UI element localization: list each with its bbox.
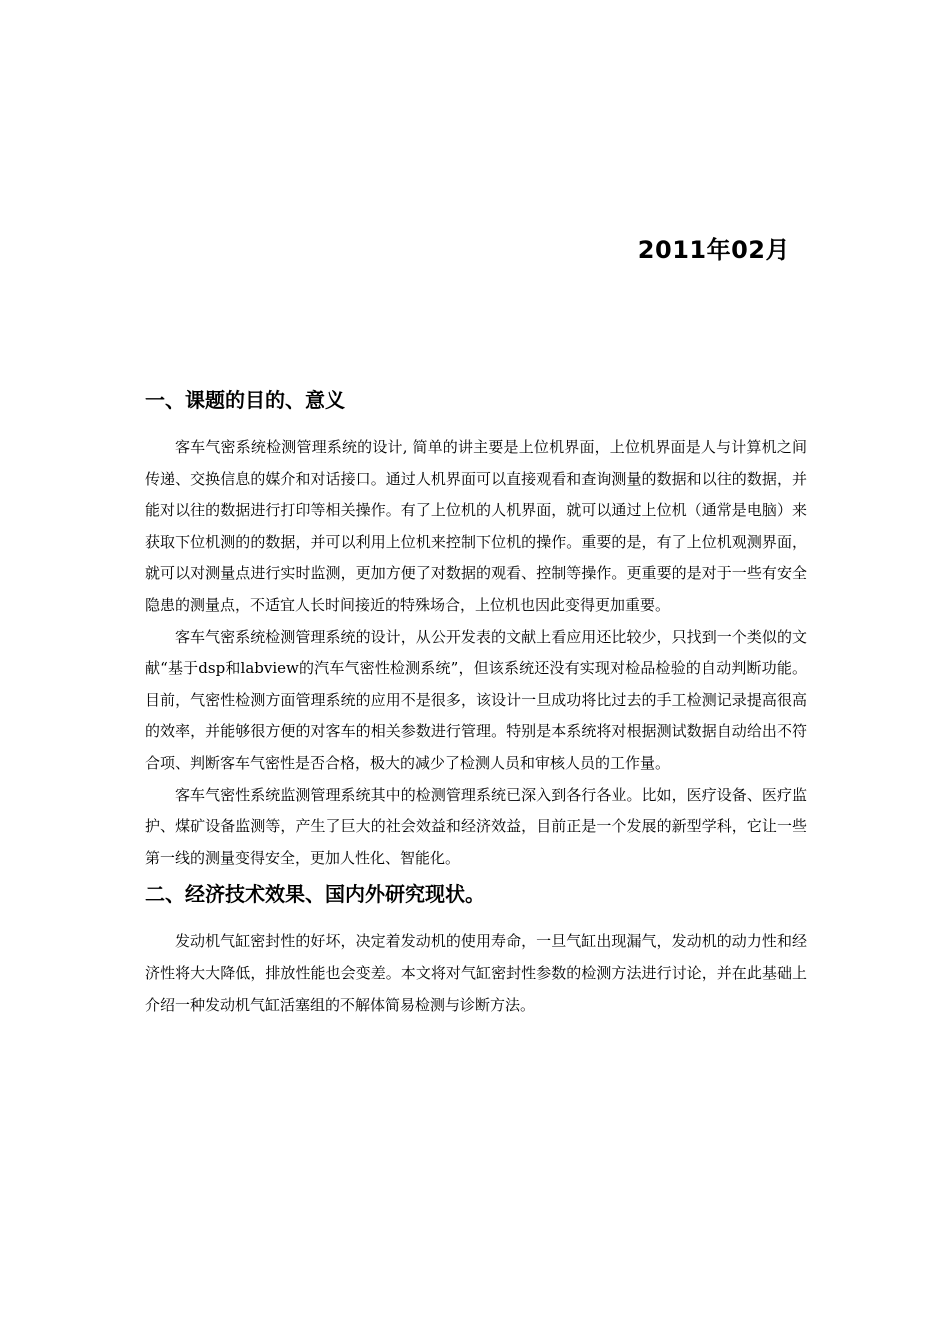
paragraph: 客车气密系统检测管理系统的设计, 简单的讲主要是上位机界面，上位机界面是人与计算机之间传递、交换信息的媒介和对话接口。通过人机界面可以直接观看和查询测量的数据和以往的数据，并能对以往的数据进行打印等相关操作。有了上位机的人机界面，就可以通过上位机（通常是电脑）来获取下位机测的的数据，并可以利用上位机来控制下位机的操作。重要的是，有了上位机观测界面，就可以对测量点进行实时监测，更加方便了对数据的观看、控制等操作。更重要的是对于一些有安全隐患的测量点，不适宜人长时间接近的特殊场合，上位机也因此变得更加重要。: [145, 438, 807, 614]
document-date: 2011年02月: [637, 236, 790, 264]
section-heading-research-status: 二、经济技术效果、国内外研究现状。: [145, 882, 485, 907]
document-body: [145, 384, 807, 1021]
paragraph: 客车气密性系统监测管理系统其中的检测管理系统已深入到各行各业。比如，医疗设备、医疗监护、煤矿设备监测等，产生了巨大的社会效益和经济效益，目前正是一个发展的新型学科，它让一些第一线的测量变得安全，更加人性化、智能化。: [145, 785, 807, 867]
section-heading-purpose: 一、课题的目的、意义: [145, 388, 345, 412]
paragraph: 发动机气缸密封性的好坏，决定着发动机的使用寿命，一旦气缸出现漏气，发动机的动力性和经济性将大大降低，排放性能也会变差。本文将对气缸密封性参数的检测方法进行讨论，并在此基础上介绍一种发动机气缸活塞组的不解体简易检测与诊断方法。: [145, 932, 807, 1014]
paragraph: 客车气密系统检测管理系统的设计，从公开发表的文献上看应用还比较少，只找到一个类似的文献“基于dsp和labview的汽车气密性检测系统”，但该系统还没有实现对检品检验的自动判断功能。目前，气密性检测方面管理系统的应用不是很多，该设计一旦成功将比过去的手工检测记录提高很高的效率，并能够很方便的对客车的相关参数进行管理。特别是本系统将对根据测试数据自动给出不符合项、判断客车气密性是否合格，极大的减少了检测人员和审核人员的工作量。: [145, 627, 807, 772]
